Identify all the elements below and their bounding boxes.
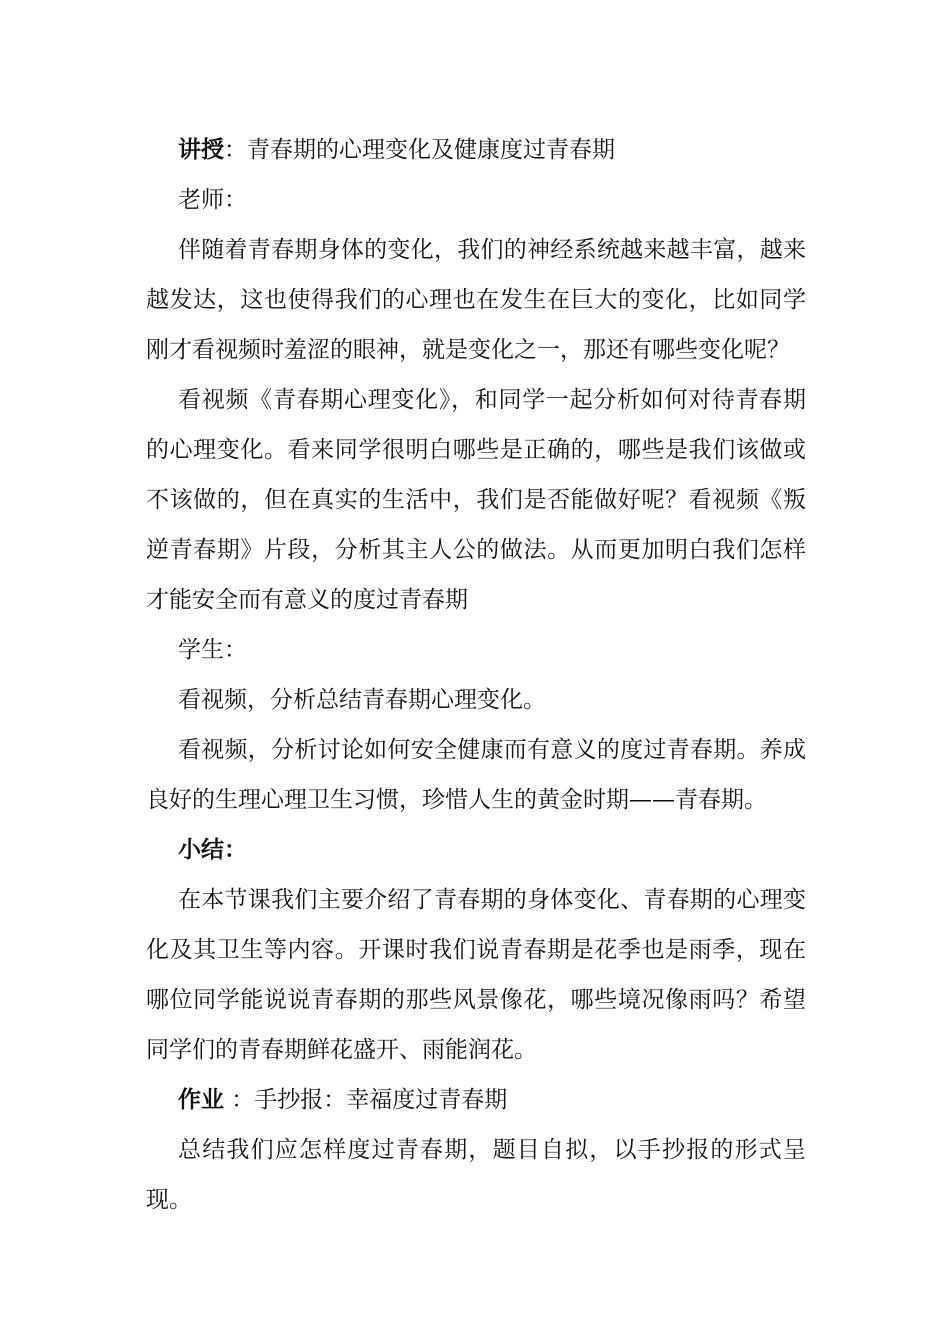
homework-label: 作业 [178, 1087, 224, 1113]
student-label: 学生： [178, 637, 247, 663]
teacher-paragraph: 看视频《青春期心理变化》，和同学一起分析如何对待青春期的心理变化。看来同学很明白哪些是正确的，哪些是我们该做或不该做的，但在真实的生活中，我们是否能做好呢？看视频《叛逆青春期》片段，分析其主人公的做法。从而更加明白我们怎样才能安全而有意义的度过青春期 [146, 387, 806, 613]
lecture-colon: ： [224, 137, 247, 163]
student-paragraph: 看视频，分析讨论如何安全健康而有意义的度过青春期。养成良好的生理心理卫生习惯，珍惜人生的黄金时期——青春期。 [146, 737, 806, 813]
homework-title: ：手抄报：幸福度过青春期 [224, 1087, 508, 1113]
homework-heading [146, 1075, 806, 1125]
lecture-heading [146, 125, 806, 175]
teacher-label: 老师： [178, 187, 247, 213]
summary-label: 小结： [178, 837, 247, 863]
document-page [146, 125, 806, 1225]
teacher-paragraph: 伴随着青春期身体的变化，我们的神经系统越来越丰富，越来越发达，这也使得我们的心理也在发生在巨大的变化，比如同学刚才看视频时羞涩的眼神，就是变化之一，那还有哪些变化呢？ [146, 237, 806, 363]
student-paragraph: 看视频，分析总结青春期心理变化。 [178, 687, 546, 713]
homework-paragraph: 总结我们应怎样度过青春期，题目自拟，以手抄报的形式呈现。 [146, 1137, 806, 1213]
lecture-title: 青春期的心理变化及健康度过青春期 [247, 137, 615, 163]
lecture-label: 讲授 [178, 137, 224, 163]
summary-paragraph: 在本节课我们主要介绍了青春期的身体变化、青春期的心理变化及其卫生等内容。开课时我们说青春期是花季也是雨季，现在哪位同学能说说青春期的那些风景像花，哪些境况像雨吗？希望同学们的青春期鲜花盛开、雨能润花。 [146, 887, 806, 1063]
